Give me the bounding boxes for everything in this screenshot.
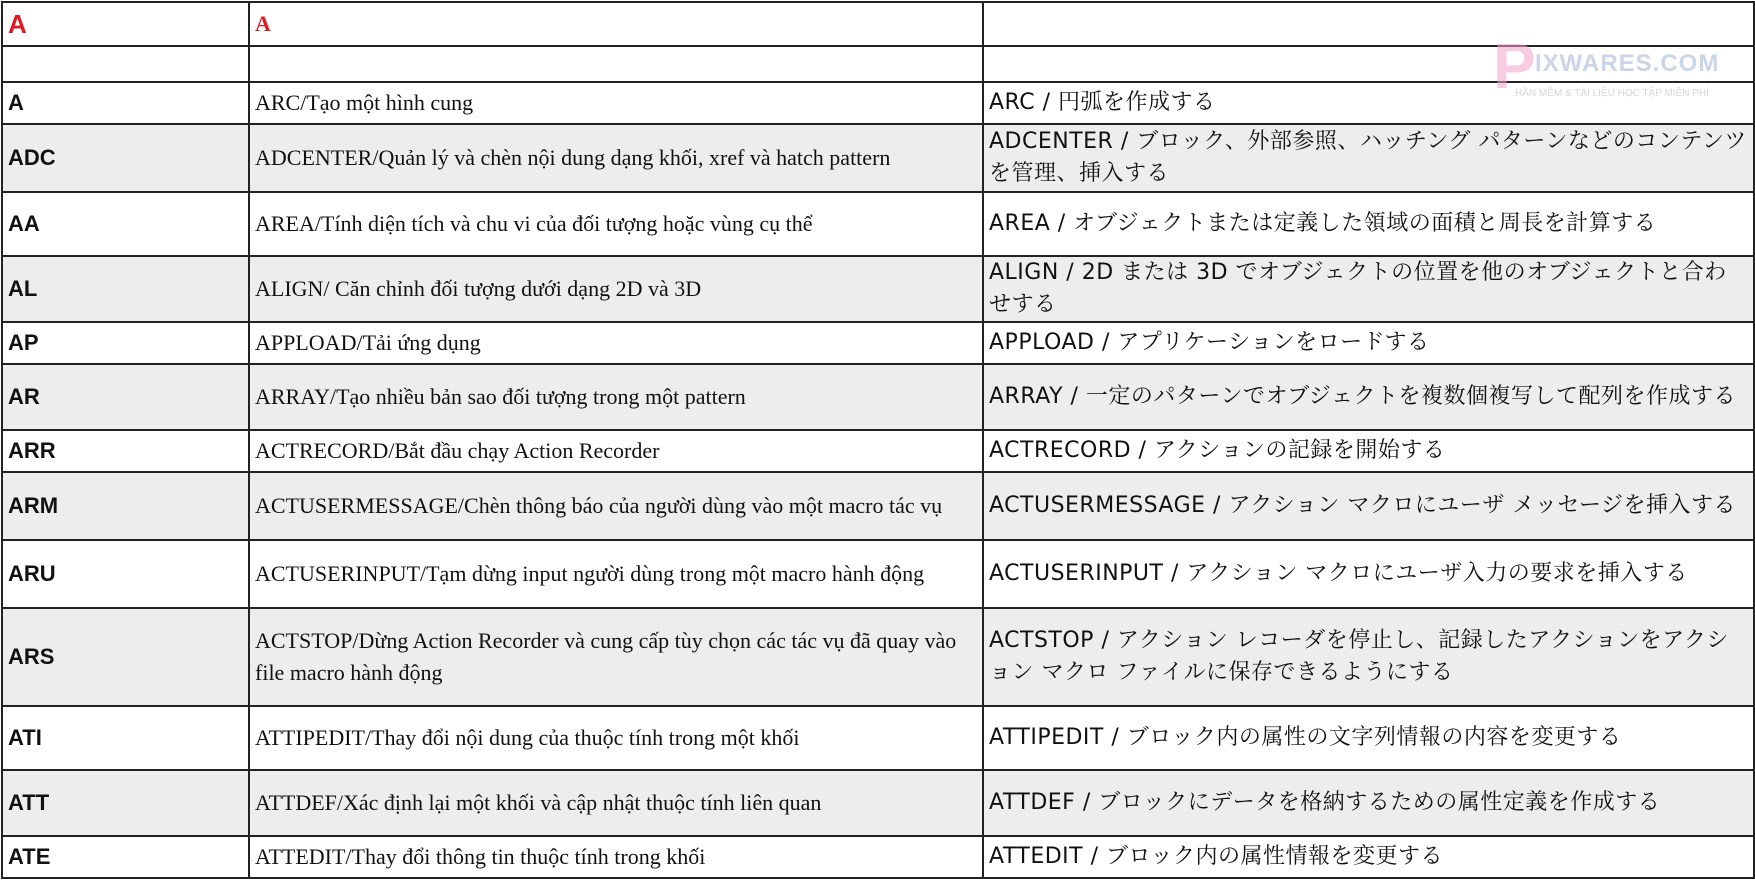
abbr-cell: ATI: [2, 706, 249, 770]
command-table: [1, 1, 1755, 879]
header-cell-1: [2, 2, 249, 46]
jp-description-cell: ACTRECORD / アクションの記録を開始する: [983, 430, 1754, 472]
abbr-cell: AA: [2, 192, 249, 256]
header-letter: A: [8, 8, 27, 39]
viet-description-cell: ATTIPEDIT/Thay đổi nội dung của thuộc tính trong một khối: [249, 706, 983, 770]
header-letter-2: A: [255, 11, 271, 36]
table-row: [2, 192, 1754, 256]
abbr-cell: A: [2, 82, 249, 124]
viet-description-cell: ACTRECORD/Bắt đầu chạy Action Recorder: [249, 430, 983, 472]
watermark-brand: IXWARES.COM: [1535, 50, 1720, 77]
abbr-cell: ATT: [2, 770, 249, 836]
table-row: [2, 430, 1754, 472]
viet-description-cell: ARC/Tạo một hình cung: [249, 82, 983, 124]
table-row: [2, 706, 1754, 770]
abbr-cell: ARU: [2, 540, 249, 608]
table-row: [2, 124, 1754, 192]
viet-description-cell: ARRAY/Tạo nhiều bản sao đối tượng trong một pattern: [249, 364, 983, 430]
viet-description-cell: ALIGN/ Căn chỉnh đối tượng dưới dạng 2D và 3D: [249, 256, 983, 322]
jp-description-cell: ARC / 円弧を作成する: [983, 82, 1754, 124]
table-row: [2, 472, 1754, 540]
jp-description-cell: ACTSTOP / アクション レコーダを停止し、記録したアクションをアクション マクロ ファイルに保存できるようにする: [983, 608, 1754, 706]
viet-description-cell: ADCENTER/Quản lý và chèn nội dung dạng khối, xref và hatch pattern: [249, 124, 983, 192]
abbr-cell: ATE: [2, 836, 249, 878]
blank-row: [2, 46, 1754, 82]
table-row: [2, 836, 1754, 878]
viet-description-cell: ATTEDIT/Thay đổi thông tin thuộc tính trong khối: [249, 836, 983, 878]
blank-cell: [983, 46, 1754, 82]
abbr-cell: ARS: [2, 608, 249, 706]
viet-description-cell: AREA/Tính diện tích và chu vi của đối tượng hoặc vùng cụ thể: [249, 192, 983, 256]
jp-description-cell: ARRAY / 一定のパターンでオブジェクトを複数個複写して配列を作成する: [983, 364, 1754, 430]
viet-description-cell: ACTUSERINPUT/Tạm dừng input người dùng trong một macro hành động: [249, 540, 983, 608]
jp-description-cell: APPLOAD / アプリケーションをロードする: [983, 322, 1754, 364]
header-row: [2, 2, 1754, 46]
blank-cell: [249, 46, 983, 82]
abbr-cell: ADC: [2, 124, 249, 192]
table-row: [2, 364, 1754, 430]
blank-cell: [2, 46, 249, 82]
abbr-cell: AR: [2, 364, 249, 430]
abbr-cell: ARR: [2, 430, 249, 472]
abbr-cell: ARM: [2, 472, 249, 540]
viet-description-cell: ACTSTOP/Dừng Action Recorder và cung cấp tùy chọn các tác vụ đã quay vào file macro hành động: [249, 608, 983, 706]
viet-description-cell: ATTDEF/Xác định lại một khối và cập nhật thuộc tính liên quan: [249, 770, 983, 836]
abbr-cell: AL: [2, 256, 249, 322]
jp-description-cell: ADCENTER / ブロック、外部参照、ハッチング パターンなどのコンテンツを管理、挿入する: [983, 124, 1754, 192]
watermark-logo-letter: P: [1493, 30, 1536, 102]
jp-description-cell: ATTEDIT / ブロック内の属性情報を変更する: [983, 836, 1754, 878]
table-row: [2, 540, 1754, 608]
viet-description-cell: APPLOAD/Tải ứng dụng: [249, 322, 983, 364]
table-row: [2, 608, 1754, 706]
watermark-tagline: HẦN MỀM & TÀI LIỆU HỌC TẬP MIỄN PHÍ: [1515, 88, 1709, 99]
jp-description-cell: ATTDEF / ブロックにデータを格納するための属性定義を作成する: [983, 770, 1754, 836]
jp-description-cell: ACTUSERMESSAGE / アクション マクロにユーザ メッセージを挿入する: [983, 472, 1754, 540]
table-row: [2, 322, 1754, 364]
table-row: [2, 256, 1754, 322]
header-cell-3: [983, 2, 1754, 46]
jp-description-cell: ALIGN / 2D または 3D でオブジェクトの位置を他のオブジェクトと合わせする: [983, 256, 1754, 322]
table-row: [2, 770, 1754, 836]
table-row: [2, 82, 1754, 124]
jp-description-cell: ATTIPEDIT / ブロック内の属性の文字列情報の内容を変更する: [983, 706, 1754, 770]
abbr-cell: AP: [2, 322, 249, 364]
viet-description-cell: ACTUSERMESSAGE/Chèn thông báo của người dùng vào một macro tác vụ: [249, 472, 983, 540]
jp-description-cell: ACTUSERINPUT / アクション マクロにユーザ入力の要求を挿入する: [983, 540, 1754, 608]
jp-description-cell: AREA / オブジェクトまたは定義した領域の面積と周長を計算する: [983, 192, 1754, 256]
header-cell-2: [249, 2, 983, 46]
